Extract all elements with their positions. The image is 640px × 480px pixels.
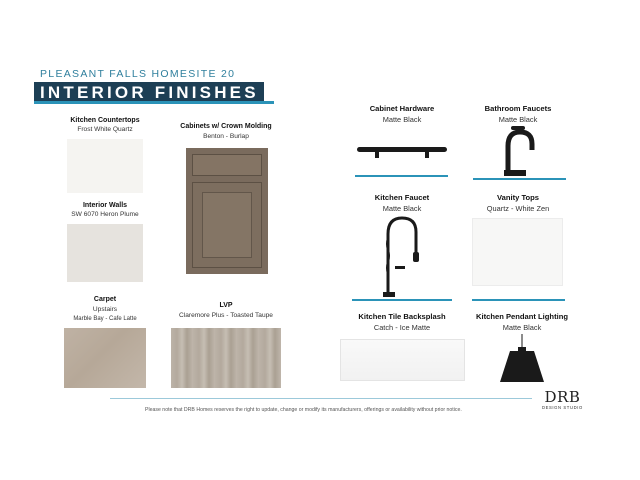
cabinet-pull-handle-image (355, 139, 449, 161)
drb-design-studio-logo (542, 390, 583, 410)
cabinet-door-image (186, 148, 268, 274)
vanity-tops-swatch (472, 218, 563, 286)
carpet-swatch (64, 328, 146, 388)
bathroom-faucet-image (498, 124, 542, 178)
walls-title: Interior Walls (82, 202, 128, 209)
logo-subtitle: DESIGN STUDIO (542, 405, 583, 410)
title-banner (34, 82, 274, 102)
carpet-location: Upstairs (92, 306, 118, 313)
carpet-finish: Marble Bay - Cafe Latte (73, 316, 137, 322)
disclaimer-text: Please note that DRB Homes reserves the right to update, change or modify its manufacturers, offerings or availability without prior notice. (145, 407, 462, 413)
lvp-title: LVP (219, 302, 233, 309)
vanity-tops-finish: Quartz - White Zen (486, 204, 550, 213)
cabinet-hardware-title: Cabinet Hardware (369, 104, 435, 113)
cabinets-title: Cabinets w/ Crown Molding (180, 123, 272, 130)
homesite-subtitle: PLEASANT FALLS HOMESITE 20 (40, 68, 236, 80)
cabinet-hardware-finish: Matte Black (382, 115, 422, 124)
backsplash-title: Kitchen Tile Backsplash (358, 312, 446, 321)
kitchen-faucet-divider (352, 299, 452, 301)
pendant-title: Kitchen Pendant Lighting (476, 312, 568, 321)
countertops-swatch (67, 139, 143, 193)
cabinet-hardware-divider (355, 175, 448, 177)
footer-divider (110, 398, 532, 399)
vanity-tops-title: Vanity Tops (496, 193, 540, 202)
logo-wordmark: DRB (544, 388, 581, 406)
cabinet-door-top-panel (192, 154, 262, 176)
carpet-title: Carpet (93, 296, 117, 303)
walls-finish: SW 6070 Heron Plume (71, 211, 139, 218)
backsplash-swatch (340, 339, 465, 381)
walls-swatch (67, 224, 143, 282)
lvp-swatch (171, 328, 281, 388)
cabinet-door-frame (192, 182, 262, 268)
lvp-finish: Claremore Plus - Toasted Taupe (179, 312, 273, 319)
pendant-finish: Matte Black (502, 323, 542, 332)
kitchen-faucet-finish: Matte Black (382, 204, 422, 213)
page-title: INTERIOR FINISHES (40, 83, 259, 102)
bathroom-faucets-title: Bathroom Faucets (484, 104, 552, 113)
backsplash-finish: Catch - Ice Matte (373, 323, 431, 332)
kitchen-faucet-title: Kitchen Faucet (374, 193, 430, 202)
countertops-finish: Frost White Quartz (77, 126, 133, 133)
kitchen-faucet-image (378, 214, 428, 298)
cabinets-finish: Benton - Burlap (203, 133, 249, 140)
bathroom-faucets-divider (473, 178, 566, 180)
pendant-light-image (496, 334, 548, 386)
countertops-title: Kitchen Countertops (70, 117, 140, 124)
bathroom-faucets-finish: Matte Black (498, 115, 538, 124)
cabinet-door-panel (202, 192, 252, 258)
vanity-tops-divider (472, 299, 565, 301)
